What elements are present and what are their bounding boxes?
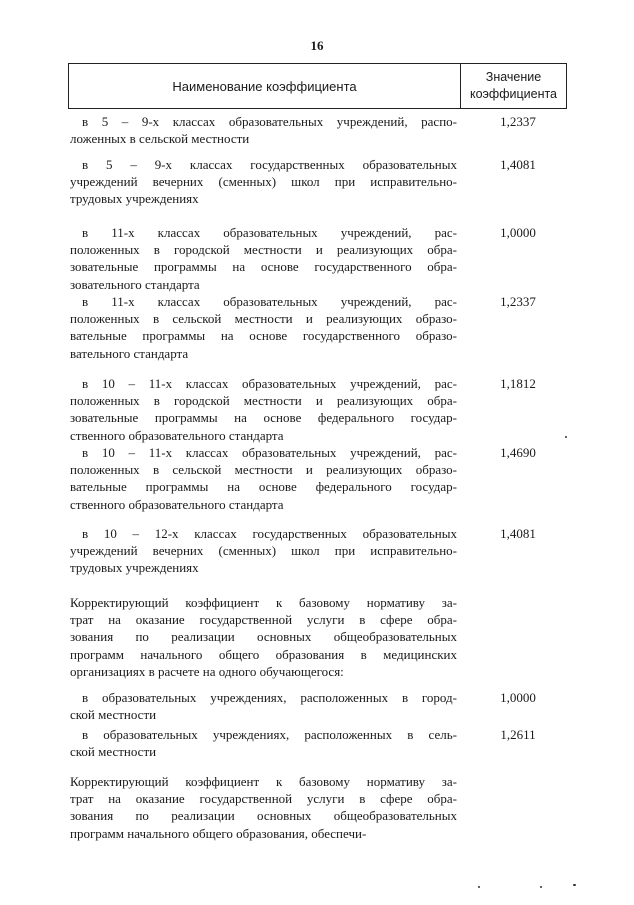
coefficient-description bbox=[70, 594, 457, 680]
description-line: Корректирующий коэффициент к базовому нормативу за- bbox=[70, 595, 457, 610]
description-line: зовательные программы на основе государственного обра- bbox=[70, 259, 457, 275]
description-line: организациях в расчете на одного обучающегося: bbox=[70, 663, 344, 679]
description-line: в 5 – 9-х классах образовательных учреждений, распо- bbox=[82, 114, 457, 129]
description-line: ской местности bbox=[70, 744, 157, 760]
description-line: ложенных в сельской местности bbox=[70, 131, 250, 147]
scan-speck bbox=[478, 886, 480, 888]
description-line: вательные программы на основе федерального государ- bbox=[70, 479, 457, 495]
description-line: зования по реализации основных общеобразовательных bbox=[70, 629, 457, 645]
coefficient-value: 1,2337 bbox=[500, 294, 536, 309]
coefficient-description bbox=[70, 773, 457, 842]
description-line: в 10 – 12-х классах государственных образовательных bbox=[82, 526, 457, 541]
description-line: положенных в городской местности и реализующих обра- bbox=[70, 242, 457, 258]
coefficient-description bbox=[70, 444, 457, 513]
description-line: зовательного стандарта bbox=[70, 276, 200, 292]
scan-speck bbox=[540, 886, 542, 888]
scan-speck bbox=[573, 884, 576, 886]
description-line: положенных в сельской местности и реализующих образо- bbox=[70, 311, 457, 327]
coefficient-value: 1,2611 bbox=[500, 727, 536, 742]
description-line: программ начального общего образования, обеспечи- bbox=[70, 825, 367, 841]
coefficient-description bbox=[70, 689, 457, 723]
coefficient-description bbox=[70, 156, 457, 208]
description-line: ской местности bbox=[70, 707, 157, 723]
description-line: трат на оказание государственной услуги в сфере обра- bbox=[70, 612, 457, 628]
column-header-name: Наименование коэффициента bbox=[69, 64, 461, 108]
coefficient-description bbox=[70, 293, 457, 362]
description-line: трудовых учреждениях bbox=[70, 191, 199, 207]
column-header-value bbox=[461, 64, 566, 108]
description-line: вательные программы на основе государственного образо- bbox=[70, 328, 457, 344]
description-line: в 11-х классах образовательных учреждений, рас- bbox=[82, 294, 457, 309]
description-line: в 5 – 9-х классах государственных образовательных bbox=[82, 157, 457, 172]
coefficient-description bbox=[70, 224, 457, 293]
coefficient-value: 1,0000 bbox=[500, 690, 536, 705]
description-line: трудовых учреждениях bbox=[70, 560, 199, 576]
description-line: в 10 – 11-х классах образовательных учреждений, рас- bbox=[82, 445, 457, 460]
description-line: Корректирующий коэффициент к базовому нормативу за- bbox=[70, 774, 457, 789]
scan-speck bbox=[565, 436, 567, 438]
coefficient-description bbox=[70, 525, 457, 577]
description-line: зовательные программы на основе федерального государ- bbox=[70, 410, 457, 426]
coefficient-value: 1,1812 bbox=[500, 376, 536, 391]
column-header-value-line1: Значение bbox=[485, 70, 542, 84]
coefficient-value: 1,0000 bbox=[500, 225, 536, 240]
description-line: учреждений вечерних (сменных) школ при исправительно- bbox=[70, 543, 457, 559]
coefficient-value: 1,4690 bbox=[500, 445, 536, 460]
column-header-value-line2: коэффициента bbox=[469, 87, 558, 101]
description-line: вательного стандарта bbox=[70, 345, 189, 361]
description-line: зования по реализации основных общеобразовательных bbox=[70, 808, 457, 824]
description-line: ственного образовательного стандарта bbox=[70, 496, 284, 512]
coefficient-value: 1,4081 bbox=[500, 526, 536, 541]
coefficient-value: 1,4081 bbox=[500, 157, 536, 172]
description-line: положенных в городской местности и реализующих обра- bbox=[70, 393, 457, 409]
description-line: в образовательных учреждениях, расположенных в сель- bbox=[82, 727, 457, 742]
coefficient-description bbox=[70, 375, 457, 444]
description-line: в образовательных учреждениях, расположенных в город- bbox=[82, 690, 457, 705]
coefficient-description bbox=[70, 726, 457, 760]
description-line: ственного образовательного стандарта bbox=[70, 427, 284, 443]
page-number: 16 bbox=[310, 38, 324, 53]
coefficient-description bbox=[70, 113, 457, 147]
description-line: трат на оказание государственной услуги в сфере обра- bbox=[70, 791, 457, 807]
table-header bbox=[68, 63, 567, 109]
description-line: учреждений вечерних (сменных) школ при исправительно- bbox=[70, 174, 457, 190]
coefficient-value: 1,2337 bbox=[500, 114, 536, 129]
description-line: в 10 – 11-х классах образовательных учреждений, рас- bbox=[82, 376, 457, 391]
description-line: положенных в сельской местности и реализующих образо- bbox=[70, 462, 457, 478]
description-line: программ начального общего образования в медицинских bbox=[70, 646, 457, 662]
description-line: в 11-х классах образовательных учреждений, рас- bbox=[82, 225, 457, 240]
